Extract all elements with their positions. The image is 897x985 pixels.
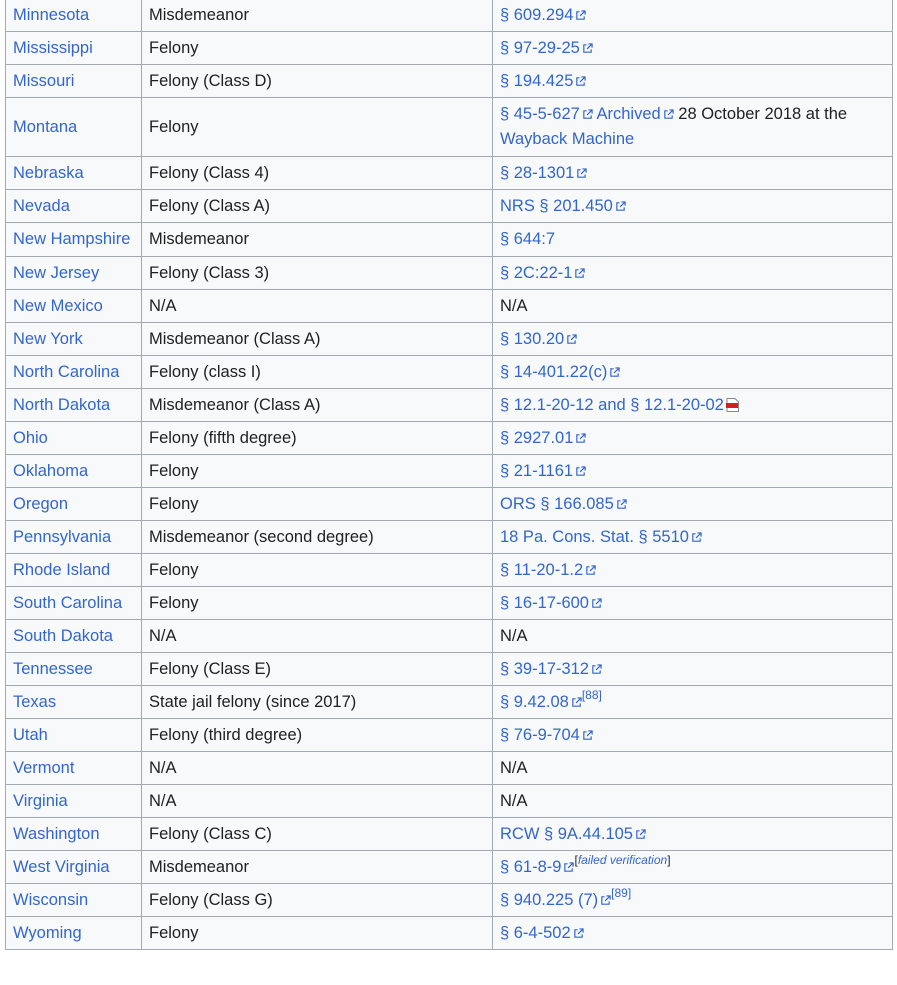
statute-link[interactable]: § 130.20 [500,329,565,348]
statute-link[interactable]: § 2927.01 [500,428,574,447]
external-link-icon [566,328,577,339]
statute-link[interactable]: § 39-17-312 [500,659,589,678]
statute-link[interactable]: § 6-4-502 [500,923,571,942]
table-row [6,884,893,917]
law-cell [493,157,893,190]
table-row [6,554,893,587]
law-cell [493,785,893,818]
state-link[interactable]: New York [13,329,83,348]
law-cell [493,719,893,752]
archived-link[interactable]: Archived [596,105,661,123]
state-cell [6,157,142,190]
state-cell [6,190,142,223]
classification-cell: Misdemeanor (Class A) [142,389,493,422]
table-row [6,98,893,157]
pdf-icon [726,395,739,409]
law-text: N/A [500,296,528,315]
table-row [6,290,893,323]
state-link[interactable]: Vermont [13,758,75,777]
state-link[interactable]: Oklahoma [13,461,89,480]
classification-cell: Felony [142,32,493,65]
law-cell [493,0,893,32]
archived-text: 28 October 2018 at the [673,105,848,123]
law-text: N/A [500,758,528,777]
classification-cell: State jail felony (since 2017) [142,686,493,719]
external-link-icon [575,70,586,81]
table-row [6,389,893,422]
table-row [6,422,893,455]
reference-link[interactable]: [88] [581,688,602,702]
external-link-icon [635,823,646,834]
table-row [6,587,893,620]
law-cell [493,65,893,98]
state-cell [6,0,142,32]
external-link-icon [573,922,584,933]
external-link-icon [591,658,602,669]
table-row [6,65,893,98]
state-cell [6,620,142,653]
external-link-icon [663,103,674,114]
state-link[interactable]: South Dakota [13,626,113,645]
state-link[interactable]: New Jersey [13,263,100,282]
law-cell [493,884,893,917]
state-cell [6,884,142,917]
table-row [6,190,893,223]
statute-link[interactable]: § 2C:22-1 [500,263,573,282]
law-cell [493,917,893,950]
classification-cell: Felony (Class G) [142,884,493,917]
classification-cell: N/A [142,752,493,785]
reference-sup [582,688,602,702]
state-link[interactable]: New Hampshire [13,230,131,248]
table-row [6,785,893,818]
state-link[interactable]: Wyoming [13,923,82,942]
state-link[interactable]: Pennsylvania [13,527,112,546]
state-cell [6,290,142,323]
table-row [6,257,893,290]
state-cell [6,32,142,65]
law-text: N/A [500,791,528,810]
state-link[interactable]: Wisconsin [13,890,89,909]
table-row [6,686,893,719]
law-cell [493,587,893,620]
state-link[interactable]: West Virginia [13,857,110,876]
state-cell [6,257,142,290]
state-cell [6,389,142,422]
state-cell [6,356,142,389]
state-cell [6,653,142,686]
statute-link[interactable]: § 97-29-25 [500,38,580,57]
law-cell [493,752,893,785]
external-link-icon [600,889,611,900]
table-row [6,851,893,884]
state-link[interactable]: Missouri [13,71,75,90]
classification-cell: Felony (Class A) [142,190,493,223]
external-link-icon [574,262,585,273]
classification-cell: Felony (Class 4) [142,157,493,190]
law-cell [493,620,893,653]
statute-link[interactable]: § 609.294 [500,5,574,24]
state-link[interactable]: North Carolina [13,362,120,381]
table-row [6,323,893,356]
law-cell [493,851,893,884]
classification-cell: N/A [142,785,493,818]
state-link[interactable]: Washington [13,824,100,843]
table-row [6,521,893,554]
law-text: N/A [500,626,528,645]
state-cell [6,719,142,752]
table-row [6,653,893,686]
table-row [6,356,893,389]
external-link-icon [582,37,593,48]
state-link[interactable]: South Carolina [13,593,123,612]
statute-link[interactable]: § 940.225 (7) [500,890,599,909]
external-link-icon [582,724,593,735]
external-link-icon [575,4,586,15]
state-law-table [5,0,893,950]
state-cell [6,554,142,587]
wayback-link[interactable]: Wayback Machine [500,130,635,148]
table-row [6,32,893,65]
statute-link[interactable]: ORS § 166.085 [500,494,614,513]
external-link-icon [575,460,586,471]
state-cell [6,752,142,785]
classification-cell: Felony (fifth degree) [142,422,493,455]
external-link-icon [575,427,586,438]
statute-link[interactable]: § 16-17-600 [500,593,589,612]
state-cell [6,686,142,719]
classification-cell: Felony (class I) [142,356,493,389]
state-cell [6,455,142,488]
statute-link[interactable]: § 11-20-1.2 [500,560,584,579]
state-cell [6,587,142,620]
statute-link[interactable]: § 45-5-627 [500,105,580,123]
classification-cell: Felony (Class 3) [142,257,493,290]
state-cell [6,98,142,157]
classification-cell: Felony [142,488,493,521]
state-cell [6,488,142,521]
law-cell [493,98,893,157]
state-link[interactable]: North Dakota [13,395,111,414]
classification-cell: Felony [142,917,493,950]
state-link[interactable]: Montana [13,117,78,136]
classification-cell: Misdemeanor [142,223,493,257]
state-cell [6,223,142,257]
classification-cell: Felony (Class C) [142,818,493,851]
state-link[interactable]: New Mexico [13,296,103,315]
state-cell [6,323,142,356]
reference-sup [611,886,631,900]
state-cell [6,851,142,884]
state-link[interactable]: Texas [13,692,57,711]
state-link[interactable]: Nevada [13,196,70,215]
law-cell [493,290,893,323]
state-link[interactable]: Mississippi [13,38,93,57]
statute-link[interactable]: § 12.1-20-12 and § 12.1-20-02 [500,395,724,414]
external-link-icon [571,691,582,702]
law-cell [493,257,893,290]
failed-verification-note: [failed verification] [574,853,671,867]
statute-link[interactable]: § 644:7 [500,230,556,248]
classification-cell: Misdemeanor (Class A) [142,323,493,356]
law-cell [493,818,893,851]
external-link-icon [563,856,574,867]
table-body [6,0,893,950]
table-row [6,620,893,653]
law-cell [493,686,893,719]
external-link-icon [585,559,596,570]
state-link[interactable]: Minnesota [13,5,90,24]
statute-link[interactable]: § 28-1301 [500,163,575,182]
external-link-icon [691,526,702,537]
state-cell [6,917,142,950]
external-link-icon [582,103,593,114]
classification-cell: Felony [142,455,493,488]
law-cell [493,323,893,356]
state-cell [6,818,142,851]
table-row [6,719,893,752]
statute-link[interactable]: § 21-1161 [500,461,574,480]
classification-cell: N/A [142,290,493,323]
law-cell [493,455,893,488]
external-link-icon [615,195,626,206]
table-row [6,488,893,521]
classification-cell: Felony [142,98,493,157]
classification-cell: N/A [142,620,493,653]
failed-verification-link[interactable]: failed verification [577,853,668,867]
state-cell [6,65,142,98]
statute-link[interactable]: NRS § 201.450 [500,196,613,215]
external-link-icon [576,162,587,173]
law-cell [493,521,893,554]
state-link[interactable]: Virginia [13,791,68,810]
table-row [6,818,893,851]
statute-link[interactable]: RCW § 9A.44.105 [500,824,633,843]
statute-link[interactable]: § 61-8-9 [500,857,562,876]
state-link[interactable]: Oregon [13,494,69,513]
classification-cell: Felony (Class D) [142,65,493,98]
table-row [6,0,893,32]
state-cell [6,521,142,554]
law-cell [493,653,893,686]
state-link[interactable]: Tennessee [13,659,93,678]
law-cell [493,488,893,521]
statute-link[interactable]: § 76-9-704 [500,725,580,744]
law-cell [493,389,893,422]
law-cell [493,554,893,587]
law-cell [493,32,893,65]
table-row [6,455,893,488]
table-row [6,917,893,950]
external-link-icon [616,493,627,504]
state-link[interactable]: Rhode Island [13,560,111,579]
statute-link[interactable]: 18 Pa. Cons. Stat. § 5510 [500,527,689,546]
classification-cell: Felony [142,587,493,620]
classification-cell: Misdemeanor (second degree) [142,521,493,554]
law-cell [493,190,893,223]
law-cell [493,356,893,389]
law-cell [493,422,893,455]
classification-cell: Felony (Class E) [142,653,493,686]
statute-link[interactable]: § 14-401.22(c) [500,362,608,381]
classification-cell: Felony (third degree) [142,719,493,752]
external-link-icon [609,361,620,372]
state-cell [6,422,142,455]
state-link[interactable]: Nebraska [13,163,84,182]
statute-link[interactable]: § 194.425 [500,71,574,90]
table-row [6,157,893,190]
classification-cell: Misdemeanor [142,851,493,884]
classification-cell: Misdemeanor [142,0,493,32]
classification-cell: Felony [142,554,493,587]
law-cell [493,223,893,257]
state-cell [6,785,142,818]
state-link[interactable]: Utah [13,725,48,744]
table-row [6,752,893,785]
state-link[interactable]: Ohio [13,428,48,447]
external-link-icon [591,592,602,603]
table-row [6,223,893,257]
statute-link[interactable]: § 9.42.08 [500,692,569,711]
reference-link[interactable]: [89] [611,886,632,900]
